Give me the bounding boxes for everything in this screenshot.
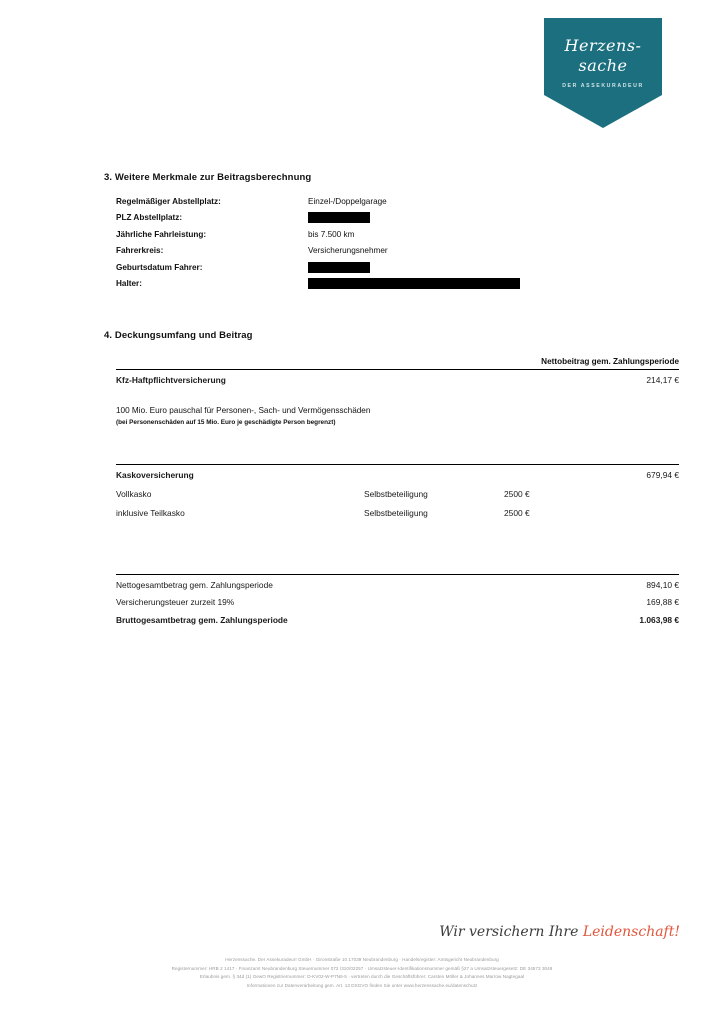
total-label: Versicherungsteuer zurzeit 19%: [116, 597, 235, 607]
kasko-detail-deductible-value: 2500 €: [504, 489, 530, 499]
footer-line-2: Registernummer: HRB 2 1417 · Finanzamt Neubrandenburg Steuernummer 072 /310/02257 · Umsatzsteuer-Identifikationsnummer gemäß §27 a Umsatzsteuergesetz: DE 34573 3048: [171, 965, 553, 971]
logo-line-1: Herzens-: [564, 36, 642, 55]
footer-line-1: Herzenssache. Der Assekuradeur! GmbH · Gironstraße 10 17039 Neubrandenburg · Handelsregister: Amtsgericht Neubrandenburg: [225, 957, 499, 963]
kasko-detail-name: Vollkasko: [116, 489, 152, 499]
slogan: [439, 924, 680, 940]
slogan-highlight: Leidenschaft!: [582, 924, 680, 940]
table-row: [116, 276, 679, 293]
kasko-label: Kaskoversicherung: [116, 470, 194, 480]
net-premium-column-header: Nettobeitrag gem. Zahlungsperiode: [541, 357, 679, 366]
kasko-row: [116, 465, 679, 484]
kasko-amount: 679,94 €: [646, 470, 679, 480]
row-label: Geburtsdatum Fahrer:: [116, 262, 203, 272]
kasko-detail-row: [116, 484, 679, 503]
document-body: [104, 172, 679, 628]
row-label: Jährliche Fahrleistung:: [116, 229, 207, 239]
row-label: Fahrerkreis:: [116, 246, 164, 256]
row-value-redacted: [308, 212, 679, 223]
redaction-bar: [308, 262, 370, 273]
footer-line-4: Informationen zur Datenverarbeitung gem. Art. 13 DSGVO finden Sie unter www.herzenssache.eu/datenschutz: [246, 982, 478, 988]
liability-label: Kfz-Haftpflichtversicherung: [116, 375, 226, 385]
section-4-title: 4. Deckungsumfang und Beitrag: [104, 330, 253, 341]
table-row: [116, 226, 679, 243]
total-amount: 894,10 €: [646, 579, 679, 590]
spacer: [116, 522, 679, 574]
kasko-detail-deductible-value: 2500 €: [504, 508, 530, 518]
table-row: [116, 243, 679, 260]
logo-text-group: [544, 18, 662, 128]
company-logo: [544, 18, 662, 128]
section-3-rows: [116, 193, 679, 292]
spacer: [116, 426, 679, 464]
kasko-detail-name: inklusive Teilkasko: [116, 508, 185, 518]
liability-row: [116, 370, 679, 389]
coverage-table: [116, 357, 679, 628]
kasko-detail-deductible-label: Selbstbeteiligung: [364, 489, 428, 499]
section-3-title: 3. Weitere Merkmale zur Beitragsberechnung: [104, 172, 312, 183]
total-label: Bruttogesamtbetrag gem. Zahlungsperiode: [116, 614, 288, 625]
page-footer: [0, 956, 724, 990]
row-value: Einzel-/Doppelgarage: [308, 196, 387, 206]
footer-line-3: Erlaubnis gem. § 34d (1) GewO Registriernummer: D-KV02-W-P7N6-5 · vertreten durch die Geschäftsführer: Carsten Möller & Johannes Marrow Nagtegaal: [199, 974, 525, 980]
slogan-text: Wir versichern Ihre: [439, 924, 583, 940]
row-value: Versicherungsnehmer: [308, 246, 388, 256]
logo-line-2: sache: [578, 56, 628, 75]
table-row: [116, 259, 679, 276]
kasko-detail-deductible-label: Selbstbeteiligung: [364, 508, 428, 518]
redaction-bar: [308, 278, 520, 289]
total-amount: 1.063,98 €: [639, 614, 679, 625]
row-value-redacted: [308, 278, 679, 289]
row-label: Halter:: [116, 279, 142, 289]
total-amount: 169,88 €: [646, 597, 679, 607]
logo-subtitle: DER ASSEKURADEUR: [562, 83, 644, 89]
table-row: [116, 193, 679, 210]
row-label: PLZ Abstellplatz:: [116, 213, 183, 223]
total-row-gross: [116, 610, 679, 628]
row-value: bis 7.500 km: [308, 229, 355, 239]
liability-amount: 214,17 €: [646, 375, 679, 385]
total-row: [116, 593, 679, 611]
row-value-redacted: [308, 262, 679, 273]
total-label: Nettogesamtbetrag gem. Zahlungsperiode: [116, 579, 273, 590]
totals-group: [116, 575, 679, 628]
liability-note: 100 Mio. Euro pauschal für Personen-, Sach- und Vermögensschäden: [116, 406, 371, 415]
total-row: [116, 575, 679, 593]
row-label: Regelmäßiger Abstellplatz:: [116, 196, 221, 206]
liability-note-small: (bei Personenschäden auf 15 Mio. Euro je geschädigte Person begrenzt): [116, 419, 336, 426]
kasko-detail-row: [116, 503, 679, 522]
table-row: [116, 210, 679, 227]
redaction-bar: [308, 212, 370, 223]
